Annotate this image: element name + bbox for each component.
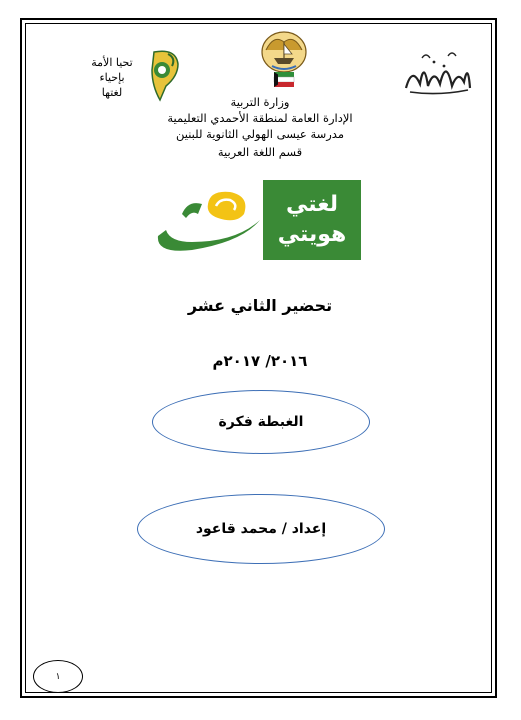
ministry-name: وزارة التربية bbox=[230, 95, 290, 109]
slogan-line-3: لغتها bbox=[101, 86, 123, 99]
lesson-title: الغبطة فكرة bbox=[218, 414, 304, 430]
lesson-title-ellipse bbox=[152, 390, 370, 454]
author-name: إعداد / محمد قاعود bbox=[195, 521, 327, 537]
school-name: مدرسة عيسى الهولي الثانوية للبنين bbox=[175, 127, 345, 141]
kuwait-emblem-icon bbox=[258, 28, 310, 90]
department-name: قسم اللغة العربية bbox=[217, 145, 303, 159]
logo-word-2: هويتي bbox=[277, 222, 347, 247]
academic-year: ٢٠١٦/ ٢٠١٧م bbox=[212, 352, 308, 370]
page-number: ١ bbox=[33, 660, 83, 693]
document-title: تحضير الثاني عشر bbox=[187, 296, 333, 315]
lughati-logo-swoosh-icon bbox=[152, 184, 264, 256]
author-ellipse bbox=[137, 494, 385, 564]
logo-word-1: لغتي bbox=[286, 192, 338, 217]
slogan-line-1: تحيا الأمة bbox=[91, 56, 133, 69]
directorate-name: الإدارة العامة لمنطقة الأحمدي التعليمية bbox=[167, 111, 353, 125]
slogan-line-2: بإحياء bbox=[99, 71, 125, 84]
arabic-calligraphy-logo bbox=[398, 48, 476, 98]
lughati-logo-box bbox=[263, 180, 361, 260]
